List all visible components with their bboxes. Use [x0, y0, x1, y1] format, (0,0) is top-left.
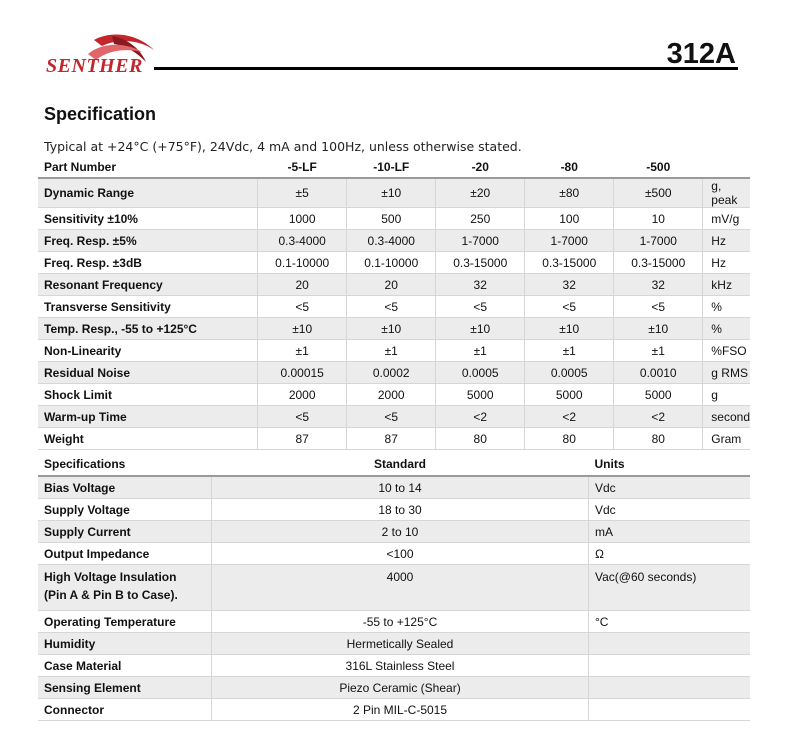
row-label: Humidity: [38, 633, 212, 655]
header-cell: Specifications: [38, 453, 212, 476]
table-row: [38, 677, 750, 699]
value-cell: ±10: [258, 318, 347, 340]
unit-cell: Ω: [589, 543, 751, 565]
unit-cell: g RMS: [703, 362, 750, 384]
standard-cell: <100: [212, 543, 589, 565]
value-cell: 0.3-4000: [347, 230, 436, 252]
value-cell: 1000: [258, 208, 347, 230]
row-label: Warm-up Time: [38, 406, 258, 428]
value-cell: 0.3-4000: [258, 230, 347, 252]
value-cell: ±1: [614, 340, 703, 362]
value-cell: ±10: [347, 178, 436, 208]
table-row: [38, 252, 750, 274]
value-cell: 100: [525, 208, 614, 230]
unit-cell: [589, 677, 751, 699]
row-label: Freq. Resp. ±5%: [38, 230, 258, 252]
unit-cell: g, peak: [703, 178, 750, 208]
value-cell: ±10: [347, 318, 436, 340]
unit-cell: Vdc: [589, 476, 751, 499]
value-cell: 0.0010: [614, 362, 703, 384]
value-cell: ±1: [347, 340, 436, 362]
table-row: [38, 406, 750, 428]
row-label: Temp. Resp., -55 to +125°C: [38, 318, 258, 340]
value-cell: 2000: [347, 384, 436, 406]
row-label: Supply Current: [38, 521, 212, 543]
table-row: [38, 499, 750, 521]
value-cell: ±1: [436, 340, 525, 362]
value-cell: 80: [614, 428, 703, 450]
value-cell: 0.0005: [436, 362, 525, 384]
table-row: [38, 633, 750, 655]
value-cell: ±500: [614, 178, 703, 208]
header-cell: Units: [589, 453, 751, 476]
unit-cell: Gram: [703, 428, 750, 450]
header-cell: -10-LF: [347, 157, 436, 178]
value-cell: 32: [614, 274, 703, 296]
value-cell: 0.00015: [258, 362, 347, 384]
table-row: [38, 521, 750, 543]
header-cell: -5-LF: [258, 157, 347, 178]
table-row: [38, 296, 750, 318]
hv-note: (Pin A & Pin B to Case).: [44, 588, 178, 602]
value-cell: 0.1-10000: [347, 252, 436, 274]
test-conditions: Typical at +24°C (+75°F), 24Vdc, 4 mA and 100Hz, unless otherwise stated.: [44, 139, 522, 154]
table-row: [38, 428, 750, 450]
value-cell: ±5: [258, 178, 347, 208]
standard-cell: 10 to 14: [212, 476, 589, 499]
row-label: Residual Noise: [38, 362, 258, 384]
header-cell: -20: [436, 157, 525, 178]
value-cell: 80: [436, 428, 525, 450]
header-part-number: Part Number: [38, 157, 258, 178]
value-cell: ±80: [525, 178, 614, 208]
table-row: [38, 362, 750, 384]
standard-cell: 316L Stainless Steel: [212, 655, 589, 677]
unit-cell: kHz: [703, 274, 750, 296]
unit-cell: mA: [589, 521, 751, 543]
spec2-header-row: [38, 453, 750, 476]
header-cell: [703, 157, 750, 178]
value-cell: 5000: [525, 384, 614, 406]
unit-cell: Vdc: [589, 499, 751, 521]
standard-cell: -55 to +125°C: [212, 611, 589, 633]
table-row: [38, 699, 750, 721]
value-cell: ±10: [614, 318, 703, 340]
table-row: [38, 230, 750, 252]
standard-cell: Piezo Ceramic (Shear): [212, 677, 589, 699]
value-cell: <5: [258, 406, 347, 428]
row-label: Freq. Resp. ±3dB: [38, 252, 258, 274]
value-cell: ±10: [436, 318, 525, 340]
value-cell: <2: [525, 406, 614, 428]
header-rule: [154, 67, 738, 70]
table-row: [38, 178, 750, 208]
header-cell: -500: [614, 157, 703, 178]
value-cell: ±1: [525, 340, 614, 362]
value-cell: 87: [347, 428, 436, 450]
table-row: [38, 318, 750, 340]
row-label: Dynamic Range: [38, 178, 258, 208]
value-cell: 10: [614, 208, 703, 230]
row-label: Case Material: [38, 655, 212, 677]
row-label: Resonant Frequency: [38, 274, 258, 296]
standard-cell: 2 to 10: [212, 521, 589, 543]
value-cell: 2000: [258, 384, 347, 406]
value-cell: 80: [525, 428, 614, 450]
row-label: Output Impedance: [38, 543, 212, 565]
standard-cell: 2 Pin MIL-C-5015: [212, 699, 589, 721]
row-label: Sensitivity ±10%: [38, 208, 258, 230]
unit-cell: %: [703, 296, 750, 318]
table-row: [38, 208, 750, 230]
value-cell: <5: [347, 296, 436, 318]
row-label: Sensing Element: [38, 677, 212, 699]
model-number: 312A: [666, 38, 736, 70]
table-row: [38, 340, 750, 362]
value-cell: ±1: [258, 340, 347, 362]
unit-cell: [589, 633, 751, 655]
unit-cell: g: [703, 384, 750, 406]
value-cell: 1-7000: [525, 230, 614, 252]
value-cell: <5: [258, 296, 347, 318]
value-cell: 5000: [436, 384, 525, 406]
unit-cell: Hz: [703, 252, 750, 274]
row-label: [38, 565, 212, 611]
value-cell: 0.3-15000: [436, 252, 525, 274]
value-cell: <5: [614, 296, 703, 318]
table-row: [38, 655, 750, 677]
brand-logo-text: SENTHER: [46, 55, 143, 77]
header-cell: Standard: [212, 453, 589, 476]
unit-cell: second: [703, 406, 750, 428]
value-cell: 1-7000: [614, 230, 703, 252]
hv-label: High Voltage Insulation: [44, 570, 177, 584]
row-label: Supply Voltage: [38, 499, 212, 521]
row-label: Operating Temperature: [38, 611, 212, 633]
value-cell: <5: [525, 296, 614, 318]
value-cell: <2: [614, 406, 703, 428]
value-cell: <5: [436, 296, 525, 318]
value-cell: 20: [347, 274, 436, 296]
table-row: [38, 611, 750, 633]
value-cell: 0.0005: [525, 362, 614, 384]
row-label: Transverse Sensitivity: [38, 296, 258, 318]
page-title: Specification: [44, 104, 157, 124]
table-row: [38, 565, 750, 611]
unit-cell: °C: [589, 611, 751, 633]
value-cell: 32: [436, 274, 525, 296]
header-cell: -80: [525, 157, 614, 178]
value-cell: 0.1-10000: [258, 252, 347, 274]
value-cell: 32: [525, 274, 614, 296]
row-label: Shock Limit: [38, 384, 258, 406]
table-row: [38, 274, 750, 296]
spec-header-row: [38, 157, 750, 178]
general-spec-table: [38, 453, 750, 721]
standard-cell: 4000: [212, 565, 589, 611]
value-cell: <2: [436, 406, 525, 428]
unit-cell: mV/g: [703, 208, 750, 230]
value-cell: 5000: [614, 384, 703, 406]
row-label: Bias Voltage: [38, 476, 212, 499]
unit-cell: [589, 655, 751, 677]
value-cell: 1-7000: [436, 230, 525, 252]
unit-cell: %: [703, 318, 750, 340]
row-label: Weight: [38, 428, 258, 450]
row-label: Non-Linearity: [38, 340, 258, 362]
value-cell: <5: [347, 406, 436, 428]
value-cell: 0.3-15000: [525, 252, 614, 274]
value-cell: 0.0002: [347, 362, 436, 384]
table-row: [38, 543, 750, 565]
unit-cell: Vac(@60 seconds): [589, 565, 751, 611]
value-cell: ±10: [525, 318, 614, 340]
value-cell: 20: [258, 274, 347, 296]
value-cell: 87: [258, 428, 347, 450]
table-row: [38, 384, 750, 406]
value-cell: ±20: [436, 178, 525, 208]
unit-cell: Hz: [703, 230, 750, 252]
value-cell: 500: [347, 208, 436, 230]
standard-cell: Hermetically Sealed: [212, 633, 589, 655]
value-cell: 250: [436, 208, 525, 230]
table-row: [38, 476, 750, 499]
performance-spec-table: [38, 157, 750, 450]
standard-cell: 18 to 30: [212, 499, 589, 521]
unit-cell: %FSO: [703, 340, 750, 362]
unit-cell: [589, 699, 751, 721]
row-label: Connector: [38, 699, 212, 721]
value-cell: 0.3-15000: [614, 252, 703, 274]
